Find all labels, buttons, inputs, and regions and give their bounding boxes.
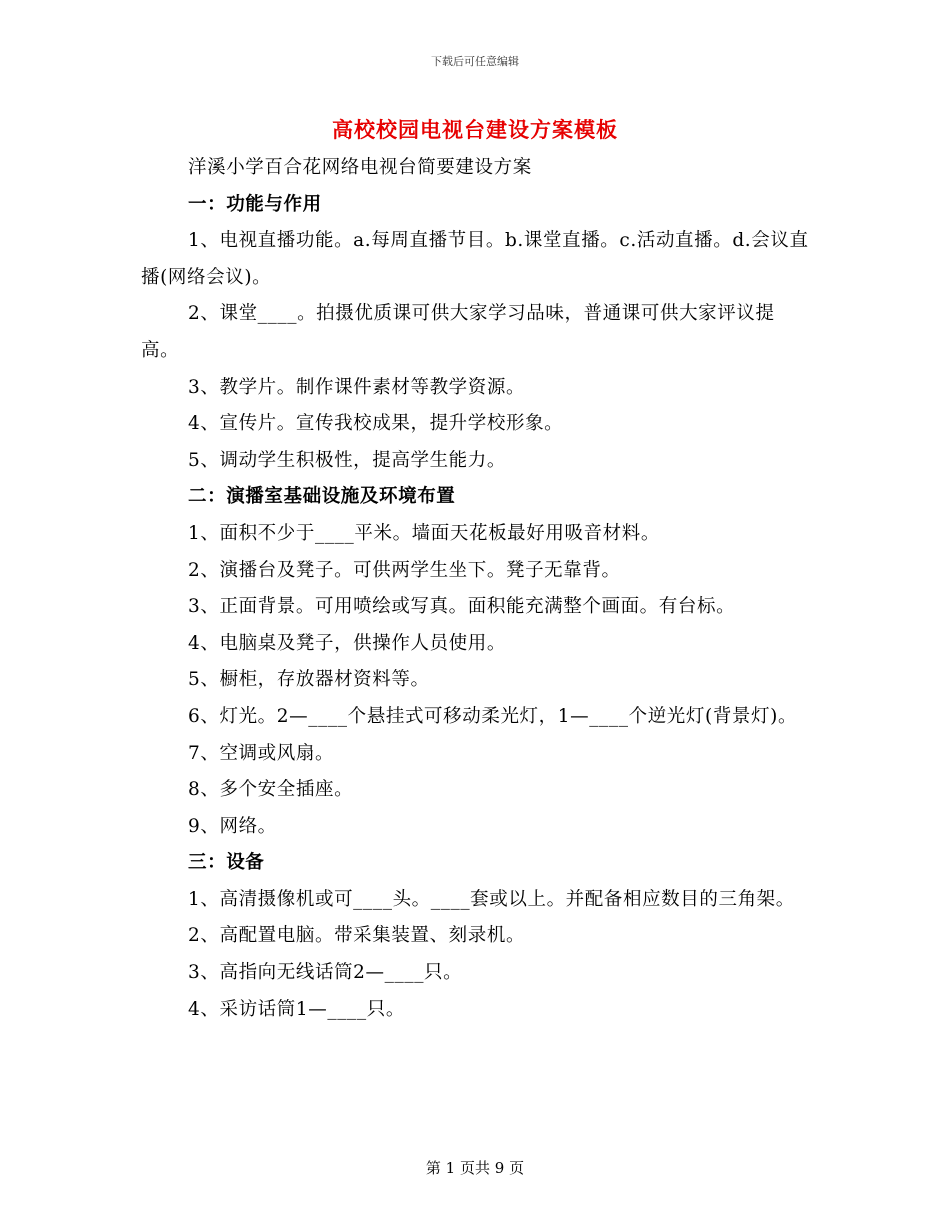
body-paragraph: 5、橱柜，存放器材资料等。 — [188, 669, 430, 691]
body-paragraph: 4、电脑桌及凳子，供操作人员使用。 — [188, 632, 506, 654]
body-paragraph: 2、高配置电脑。带采集装置、刻录机。 — [188, 925, 526, 947]
body-paragraph: 6、灯光。2—____个悬挂式可移动柔光灯，1—____个逆光灯(背景灯)。 — [188, 705, 798, 727]
section-heading: 一：功能与作用 — [188, 193, 322, 215]
body-paragraph: 洋溪小学百合花网络电视台简要建设方案 — [188, 157, 532, 178]
body-paragraph: 9、网络。 — [188, 815, 277, 837]
section-heading: 二：演播室基础设施及环境布置 — [188, 486, 456, 508]
page-footer-number: 第 1 页共 9 页 — [425, 1159, 525, 1177]
body-paragraph: 2、演播台及凳子。可供两学生坐下。凳子无靠背。 — [188, 559, 621, 581]
body-paragraph: 4、采访话筒1—____只。 — [188, 998, 405, 1020]
body-paragraph: 7、空调或风扇。 — [188, 742, 335, 764]
body-paragraph: 8、多个安全插座。 — [188, 779, 354, 801]
body-paragraph: 1、面积不少于____平米。墙面天花板最好用吸音材料。 — [188, 522, 660, 544]
document-title: 高校校园电视台建设方案模板 — [332, 117, 618, 142]
body-paragraph: 3、正面背景。可用喷绘或写真。面积能充满整个画面。有台标。 — [188, 596, 736, 618]
body-paragraph: 3、教学片。制作课件素材等教学资源。 — [188, 376, 526, 398]
body-paragraph: 1、高清摄像机或可____头。____套或以上。并配备相应数目的三角架。 — [188, 888, 795, 910]
body-paragraph: 4、宣传片。宣传我校成果，提升学校形象。 — [188, 413, 564, 435]
body-paragraph: 5、调动学生积极性，提高学生能力。 — [188, 449, 506, 471]
body-paragraph: 3、高指向无线话筒2—____只。 — [188, 962, 463, 984]
body-paragraph: 1、电视直播功能。a.每周直播节目。b.课堂直播。c.活动直播。d.会议直播(网络会议)。 — [141, 230, 809, 288]
body-paragraph: 2、课堂____。拍摄优质课可供大家学习品味，普通课可供大家评议提高。 — [141, 303, 775, 361]
document-body — [141, 150, 811, 1028]
section-heading: 三：设备 — [188, 852, 265, 874]
page-header-note: 下载后可任意编辑 — [431, 55, 519, 68]
